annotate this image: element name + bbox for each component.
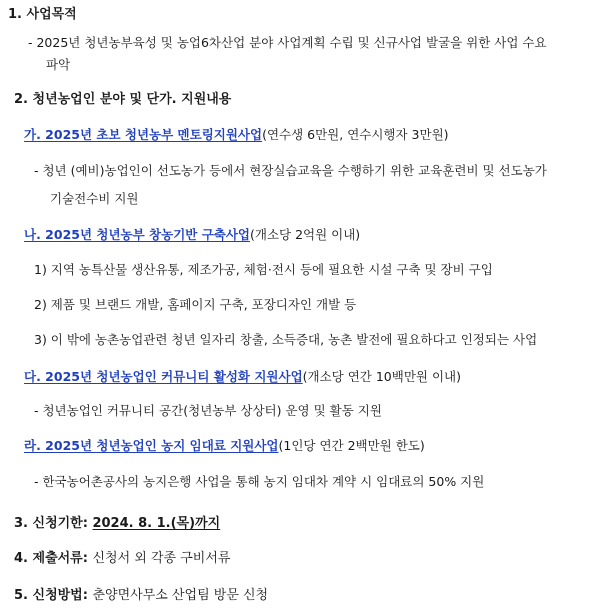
subsection-na-detail: (개소당 2억원 이내) [250, 227, 361, 242]
section-1-body-line1: - 2025년 청년농부육성 및 농업6차산업 분야 사업계획 수립 및 신규사업 발굴을 위한 사업 수요 [28, 35, 547, 50]
subsection-da-line1: - 청년농업인 커뮤니티 공간(청년농부 상상터) 운영 및 활동 지원 [34, 403, 382, 418]
section-5-value: 춘양면사무소 산업팀 방문 신청 [92, 588, 269, 603]
subsection-na-title: 나. 2025년 청년농부 창농기반 구축사업 [24, 227, 250, 242]
subsection-ga-heading [24, 126, 449, 144]
subsection-ga-line2: 기술전수비 지원 [50, 191, 139, 206]
section-4-value: 신청서 외 각종 구비서류 [92, 551, 231, 566]
subsection-ra-detail: (1인당 연간 2백만원 한도) [278, 438, 425, 453]
subsection-ra-line1: - 한국농어촌공사의 농지은행 사업을 통해 농지 임대차 계약 시 임대료의 50% 지원 [34, 474, 485, 489]
section-1-body-line2: 파악 [46, 57, 71, 72]
subsection-na-item1: 1) 지역 농특산물 생산유통, 제조가공, 체험·전시 등에 필요한 시설 구축 및 장비 구입 [34, 262, 493, 277]
subsection-ga-title: 가. 2025년 초보 청년농부 멘토링지원사업 [24, 127, 263, 142]
section-3 [14, 515, 220, 533]
subsection-da-heading [24, 368, 461, 386]
section-3-deadline: 2024. 8. 1.(목)까지 [92, 516, 221, 531]
section-4 [14, 550, 230, 568]
section-5 [14, 587, 268, 605]
subsection-ra-heading [24, 437, 425, 455]
subsection-ga-line1: - 청년 (예비)농업인이 선도농가 등에서 현장실습교육을 수행하기 위한 교육훈련비 및 선도농가 [34, 163, 547, 178]
section-1-title: 1. 사업목적 [8, 7, 77, 22]
subsection-na-heading [24, 226, 360, 244]
subsection-na-item3: 3) 이 밖에 농촌농업관련 청년 일자리 창출, 소득증대, 농촌 발전에 필요하다고 인정되는 사업 [34, 332, 538, 347]
subsection-da-title: 다. 2025년 청년농업인 커뮤니티 활성화 지원사업 [24, 369, 303, 384]
section-2-title: 2. 청년농업인 분야 및 단가. 지원내용 [14, 92, 232, 107]
subsection-da-detail: (개소당 연간 10백만원 이내) [302, 369, 461, 384]
section-3-label: 3. 신청기한: [14, 516, 93, 531]
subsection-ga-detail: (연수생 6만원, 연수시행자 3만원) [262, 127, 449, 142]
section-4-label: 4. 제출서류: [14, 551, 93, 566]
subsection-na-item2: 2) 제품 및 브랜드 개발, 홈페이지 구축, 포장디자인 개발 등 [34, 297, 357, 312]
section-5-label: 5. 신청방법: [14, 588, 93, 603]
subsection-ra-title: 라. 2025년 청년농업인 농지 임대료 지원사업 [24, 438, 279, 453]
